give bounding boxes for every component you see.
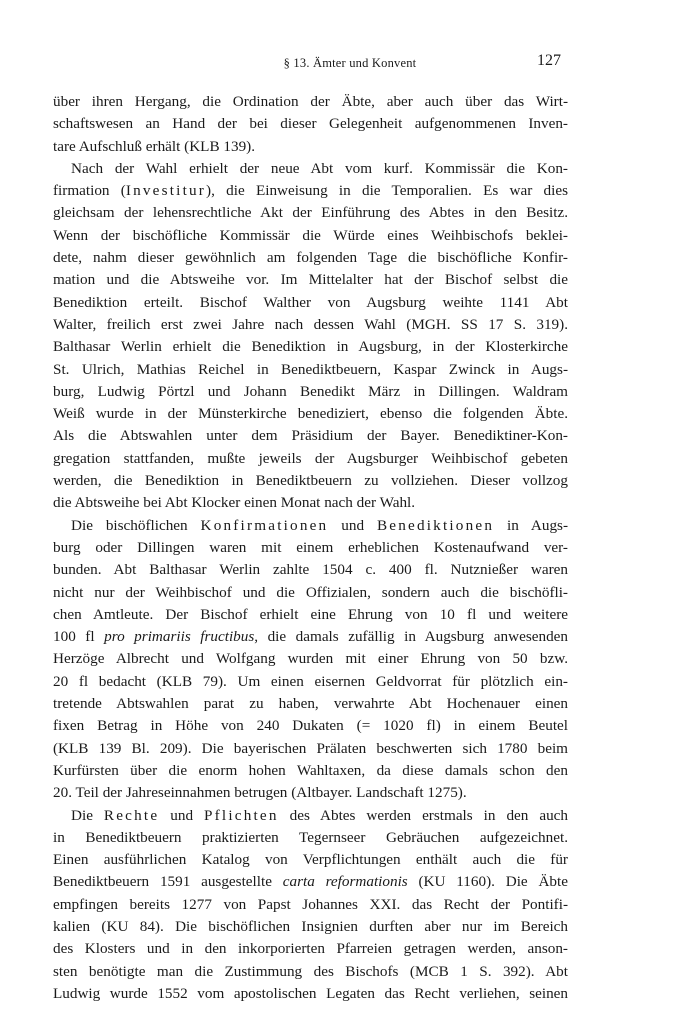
text-line: in Benediktbeuern praktizierten Tegernseer Gebräuchen aufgezeichnet. — [53, 828, 568, 846]
text-segment: des Abtes werden erstmals in den auch — [278, 806, 569, 824]
text-segment: Benediktbeuern 1591 ausgestellte — [53, 873, 283, 891]
text-line: über ihren Hergang, die Ordination der Äbte, aber auch über das Wirt- — [53, 93, 568, 110]
text-line — [53, 871, 568, 893]
text-line: Weiß wurde in der Münsterkirche benediziert, ebenso die folgenden Äbte. — [53, 405, 568, 423]
text-line — [53, 805, 568, 827]
text-line: kalien (KU 84). Die bischöflichen Insignien durften aber nur im Bereich — [53, 917, 568, 935]
text-segment: und — [328, 516, 377, 534]
text-line: nicht nur der Weihbischof und die Offizialen, sondern auch die bischöfli- — [53, 583, 568, 601]
body-text — [53, 91, 568, 1005]
text-line: Nach der Wahl erhielt der neue Abt vom kurf. Kommissär die Kon- — [71, 159, 568, 177]
text-line — [53, 180, 568, 202]
text-segment: , die damals zufällig in Augsburg anwesenden — [254, 628, 569, 646]
text-segment: (KU 1160). Die Äbte — [407, 873, 568, 891]
spaced-term: Pflichten — [204, 806, 279, 824]
text-line: werden, die Benediktion in Benediktbeuern zu vollziehen. Dieser vollzog — [53, 472, 568, 490]
text-line: burg, Ludwig Pörtzl und Johann Benedikt März in Dillingen. Waldram — [53, 382, 568, 400]
text-line: Kurfürsten über die enorm hohen Wahltaxen, da diese damals schon den — [53, 761, 568, 779]
text-segment: und — [159, 806, 205, 824]
text-line: 20 fl bedacht (KLB 79). Um einen eisernen Geldvorrat für plötzlich ein- — [53, 672, 568, 690]
text-line: tare Aufschluß erhält (KLB 139). — [53, 137, 256, 155]
text-segment: ), die Einweisung in die Temporalien. Es war dies — [206, 182, 568, 200]
text-segment: 100 fl — [53, 628, 105, 646]
text-line: 20. Teil der Jahreseinnahmen betrugen (Altbayer. Landschaft 1275). — [53, 784, 467, 802]
text-segment: in Augs- — [494, 516, 569, 534]
text-line: sten benötigte man die Zustimmung des Bischofs (MCB 1 S. 392). Abt — [53, 962, 568, 980]
text-segment: Die bischöflichen — [71, 516, 201, 534]
text-line: dete, nahm dieser gewöhnlich am folgenden Tage die bischöfliche Konfir- — [53, 249, 568, 267]
text-line: Herzöge Albrecht und Wolfgang wurden mit einer Ehrung von 50 bzw. — [53, 650, 568, 668]
page-header — [0, 46, 700, 76]
text-line: chen Amtleute. Der Bischof erhielt eine Ehrung von 10 fl und weitere — [53, 605, 568, 623]
text-line: Wenn der bischöfliche Kommissär die Würde eines Weihbischofs beklei- — [53, 226, 568, 244]
text-line: gregation stattfanden, mußte jeweils der Augsburger Weihbischof gebeten — [53, 449, 568, 467]
spaced-term: Investitur — [125, 182, 207, 200]
text-line: die Abtsweihe bei Abt Klocker einen Monat nach der Wahl. — [53, 494, 416, 512]
text-line: schaftswesen an Hand der bei dieser Gelegenheit aufgenommenen Inven- — [53, 115, 568, 133]
text-line: Einen ausführlichen Katalog von Verpflichtungen enthält auch die für — [53, 851, 568, 869]
text-line: Benediktion erteilt. Bischof Walther von Augsburg weihte 1141 Abt — [53, 293, 568, 311]
page-number: 127 — [537, 52, 561, 69]
latin-phrase: carta reformationis — [282, 873, 408, 891]
text-line — [53, 626, 568, 648]
text-line: Walter, freilich erst zwei Jahre nach dessen Wahl (MGH. SS 17 S. 319). — [53, 315, 568, 333]
running-title: § 13. Ämter und Konvent — [283, 56, 417, 70]
text-segment: firmation ( — [53, 182, 126, 200]
text-line: Ludwig wurde 1552 vom apostolischen Legaten das Recht verliehen, seinen — [53, 984, 568, 1002]
text-line: empfingen bereits 1277 von Papst Johannes XXI. das Recht der Pontifi- — [53, 895, 568, 913]
text-line: fixen Betrag in Höhe von 240 Dukaten (= 1020 fl) in einem Beutel — [53, 717, 568, 735]
text-line: mation und die Abtsweihe vor. Im Mittelalter hat der Bischof selbst die — [53, 271, 568, 289]
text-line: gleichsam der lehensrechtliche Akt der Einführung des Abtes in den Besitz. — [53, 204, 568, 222]
text-line: burg oder Dillingen waren mit einem erheblichen Kostenaufwand ver- — [53, 538, 568, 556]
spaced-term: Rechte — [103, 806, 160, 824]
spaced-term: Konfirmationen — [200, 516, 329, 534]
text-line: Als die Abtswahlen unter dem Präsidium der Bayer. Benediktiner-Kon- — [53, 427, 568, 445]
text-line: Balthasar Werlin erhielt die Benediktion in Augsburg, in der Klosterkirche — [53, 338, 568, 356]
text-line: tretende Abtswahlen parat zu haben, verwahrte Abt Hochenauer einen — [53, 695, 568, 713]
spaced-term: Benediktionen — [376, 516, 495, 534]
text-segment: Die — [71, 806, 104, 824]
text-line: St. Ulrich, Mathias Reichel in Benediktbeuern, Kaspar Zwinck in Augs- — [53, 360, 568, 378]
text-line: des Klosters und in den inkorporierten Pfarreien getragen werden, anson- — [53, 940, 568, 958]
text-line — [53, 515, 568, 537]
text-line: bunden. Abt Balthasar Werlin zahlte 1504 c. 400 fl. Nutznießer waren — [53, 561, 568, 579]
latin-phrase: pro primariis fructibus — [104, 628, 255, 646]
text-line: (KLB 139 Bl. 209). Die bayerischen Prälaten beschwerten sich 1780 beim — [53, 739, 568, 757]
